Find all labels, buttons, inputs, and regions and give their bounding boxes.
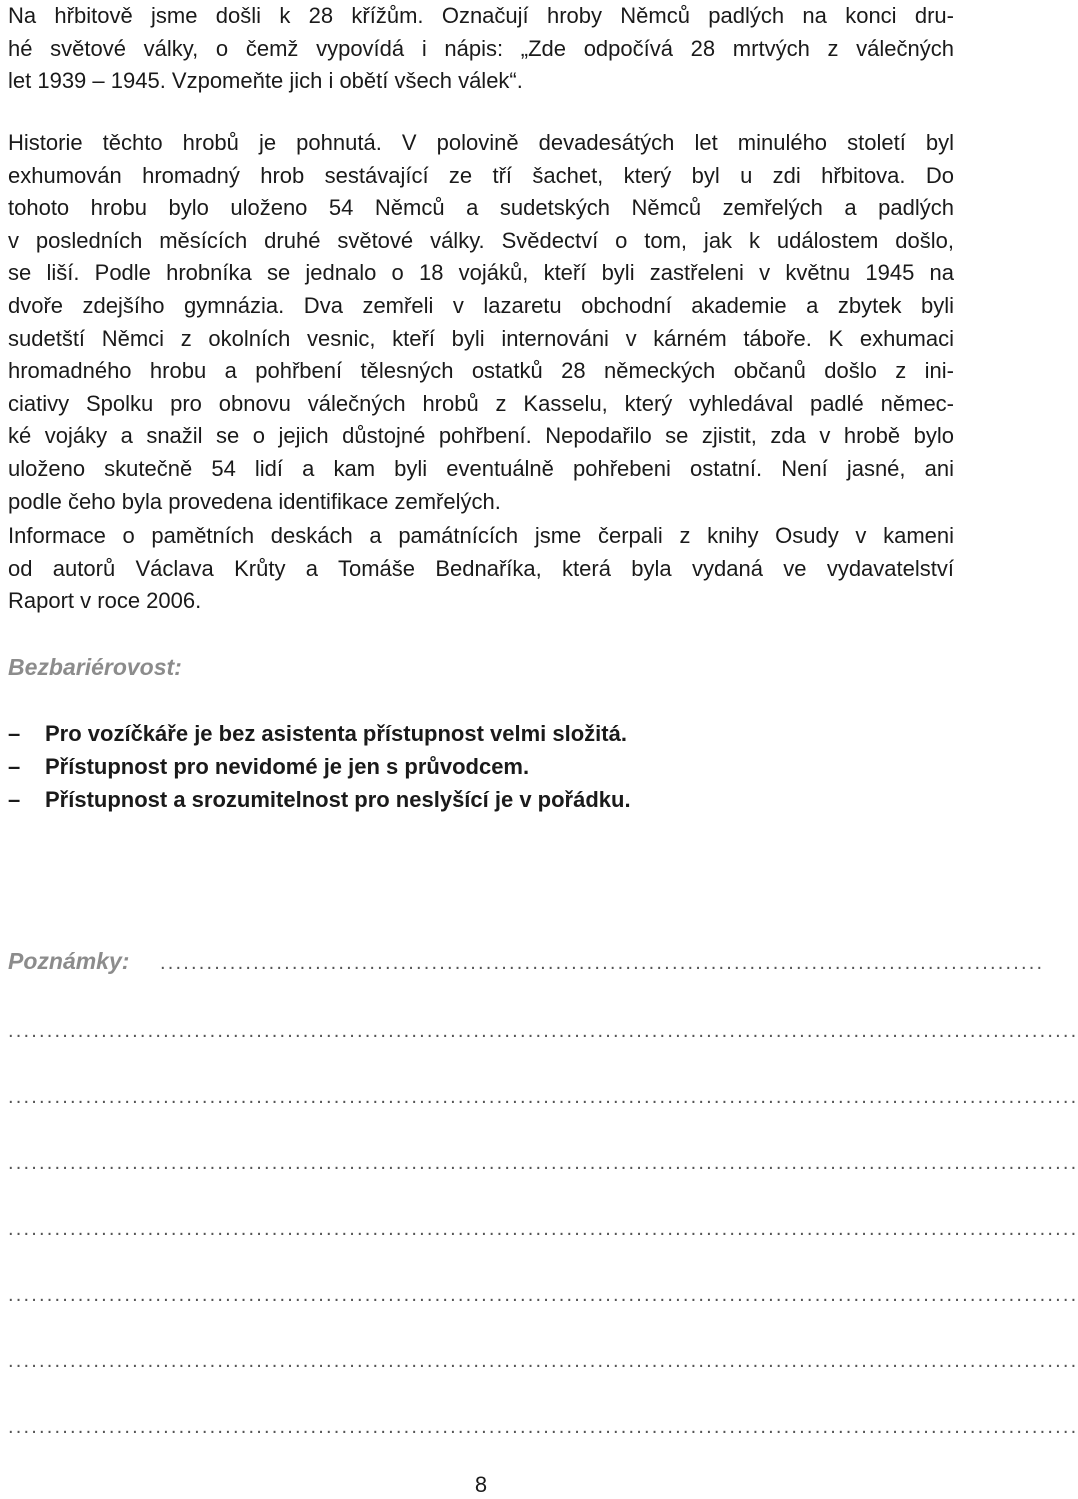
paragraph-sources	[8, 520, 954, 618]
text-line: ké vojáky a snažil se o jejich důstojné pohřbení. Nepodařilo se zjistit, zda v hrobě bylo	[8, 423, 954, 449]
accessibility-list	[8, 717, 631, 816]
list-item-text: Přístupnost a srozumitelnost pro neslyšící je v pořádku.	[45, 787, 631, 812]
text-line: exhumován hromadný hrob sestávající ze tří šachet, který byl u zdi hřbitova. Do	[8, 162, 954, 188]
notes-dotted-line: ..........................................................................................................................................	[8, 1218, 1078, 1240]
text-line: podle čeho byla provedena identifikace zemřelých.	[8, 488, 501, 514]
text-line: Raport v roce 2006.	[8, 588, 202, 614]
paragraph-history	[8, 127, 954, 518]
paragraph-intro	[8, 0, 954, 98]
text-line: hromadného hrobu a pohřbení tělesných ostatků 28 německých občanů došlo z ini-	[8, 358, 954, 384]
text-line: hé světové války, o čemž vypovídá i nápis: „Zde odpočívá 28 mrtvých z válečných	[8, 35, 954, 61]
notes-dotted-line: ..........................................................................................................................................	[8, 1086, 1078, 1108]
notes-dotted-line: ..........................................................................................................................................	[8, 1020, 1078, 1042]
text-line: se liší. Podle hrobníka se jednalo o 18 vojáků, kteří byli zastřeleni v květnu 1945 na	[8, 260, 954, 286]
text-line: ciativy Spolku pro obnovu válečných hrobů z Kasselu, který vyhledával padlé němec-	[8, 390, 954, 416]
notes-dotted-line: ..........................................................................................................................................	[8, 1350, 1078, 1372]
notes-dotted-line: ..........................................................................................................................................	[8, 1416, 1078, 1438]
list-item	[8, 783, 631, 816]
text-line: Na hřbitově jsme došli k 28 křížům. Označují hroby Němců padlých na konci dru-	[8, 3, 954, 28]
notes-dotted-line: ..........................................................................................................................................	[8, 1284, 1078, 1306]
notes-dotted-line: ..................................................................................................................	[160, 952, 1045, 974]
notes-heading: Poznámky:	[8, 948, 130, 974]
text-line: od autorů Václava Krůty a Tomáše Bednaříka, která byla vydaná ve vydavatelství	[8, 555, 954, 581]
text-line: dvoře zdejšího gymnázia. Dva zemřeli v lazaretu obchodní akademie a zbytek byli	[8, 292, 954, 318]
text-line: let 1939 – 1945. Vzpomeňte jich i obětí všech válek“.	[8, 68, 523, 94]
list-item	[8, 750, 631, 783]
text-line: v posledních měsících druhé světové války. Svědectví o tom, jak k událostem došlo,	[8, 227, 954, 253]
text-line: Informace o pamětních deskách a památnících jsme čerpali z knihy Osudy v kameni	[8, 523, 954, 548]
list-item	[8, 717, 631, 750]
text-line: tohoto hrobu bylo uloženo 54 Němců a sudetských Němců zemřelých a padlých	[8, 195, 954, 221]
notes-dotted-line: ..........................................................................................................................................	[8, 1152, 1078, 1174]
text-line: sudetští Němci z okolních vesnic, kteří byli internováni v kárném táboře. K exhumaci	[8, 325, 954, 351]
dash-bullet: –	[8, 721, 21, 746]
text-line: uloženo skutečně 54 lidí a kam byli eventuálně pohřebeni ostatní. Není jasné, ani	[8, 455, 954, 481]
text-line: Historie těchto hrobů je pohnutá. V polovině devadesátých let minulého století byl	[8, 130, 954, 155]
page-number: 8	[474, 1472, 488, 1497]
list-item-text: Pro vozíčkáře je bez asistenta přístupnost velmi složitá.	[45, 721, 627, 746]
dash-bullet: –	[8, 754, 21, 779]
dash-bullet: –	[8, 787, 21, 812]
accessibility-heading: Bezbariérovost:	[8, 654, 182, 680]
list-item-text: Přístupnost pro nevidomé je jen s průvodcem.	[45, 754, 530, 779]
